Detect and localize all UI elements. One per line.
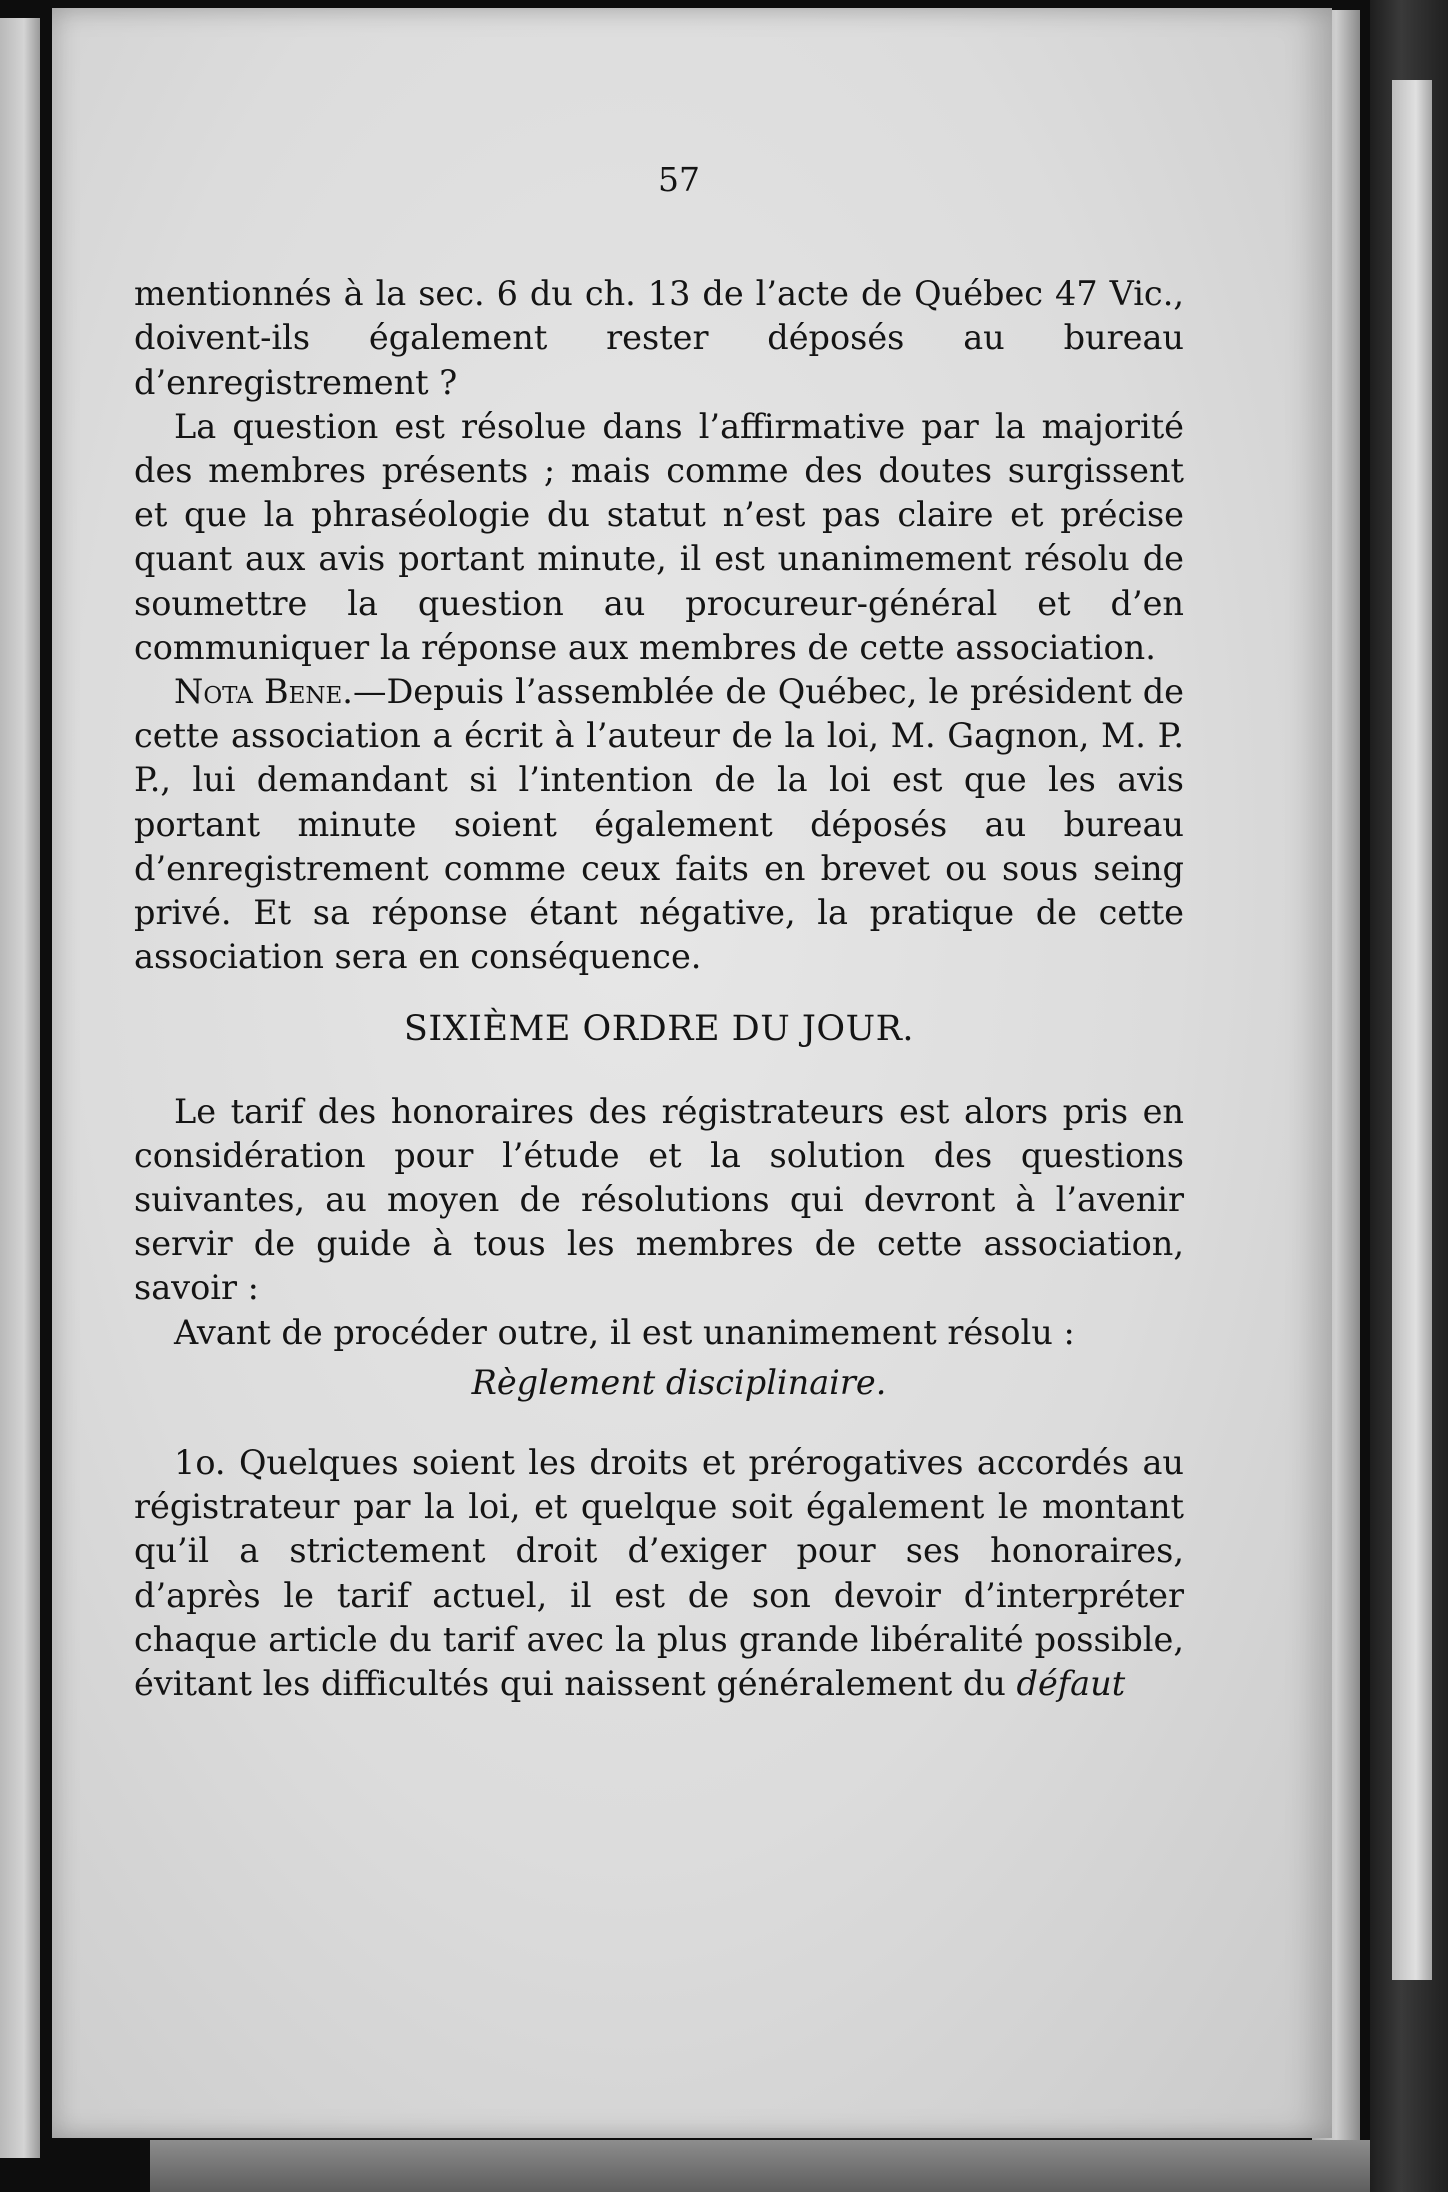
- book-page: [52, 8, 1332, 2138]
- nota-bene-label: Nota Bene.: [174, 672, 353, 712]
- page-number: 57: [658, 160, 700, 199]
- adjacent-page-edge-right: [1392, 80, 1432, 1980]
- paragraph-article-1: [134, 1441, 1184, 1706]
- paragraph-continuation: mentionnés à la sec. 6 du ch. 13 de l’acte de Québec 47 Vic., doivent-ils également rester déposés au bureau d’enregistrement ?: [134, 274, 1184, 402]
- paragraph-nota-bene: [134, 670, 1184, 979]
- subsection-heading: Règlement disciplinaire.: [471, 1362, 887, 1402]
- paragraph-tarif: Le tarif des honoraires des régistrateurs est alors pris en considération pour l’étude et la solution des questions suivantes, au moyen de résolutions qui devront à l’avenir servir de guide à tous les membres de cette association, savoir :: [134, 1091, 1184, 1308]
- paragraph-avant: Avant de procéder outre, il est unanimement résolu :: [174, 1312, 1075, 1352]
- adjacent-page-edge-left: [0, 18, 40, 2158]
- article-1-body: 1o. Quelques soient les droits et prérogatives accordés au régistrateur par la loi, et quelque soit également le montant qu’il a strictement droit d’exiger pour ses honoraires, d’après le tarif actuel, il est de son devoir d’interpréter chaque article du tarif avec la plus grande libéralité possible, évitant les difficultés qui naissent généralement du: [134, 1443, 1184, 1704]
- page-text: [134, 158, 1184, 1706]
- nota-bene-body: —Depuis l’assemblée de Québec, le président de cette association a écrit à l’auteur de la loi, M. Gagnon, M. P. P., lui demandant si l’intention de la loi est que les avis portant minute soient également déposés au bureau d’enregistrement comme ceux faits en brevet ou sous seing privé. Et sa réponse étant négative, la pratique de cette association sera en conséquence.: [134, 672, 1184, 977]
- paragraph-resolution: La question est résolue dans l’affirmative par la majorité des membres présents ; mais comme des doutes surgissent et que la phraséologie du statut n’est pas claire et précise quant aux avis portant minute, il est unanimement résolu de soumettre la question au procureur-général et d’en communiquer la réponse aux membres de cette association.: [134, 406, 1184, 667]
- article-1-last-word: défaut: [1016, 1664, 1126, 1704]
- section-heading: SIXIÈME ORDRE DU JOUR.: [403, 1009, 915, 1050]
- page-edge-bottom: [150, 2140, 1370, 2192]
